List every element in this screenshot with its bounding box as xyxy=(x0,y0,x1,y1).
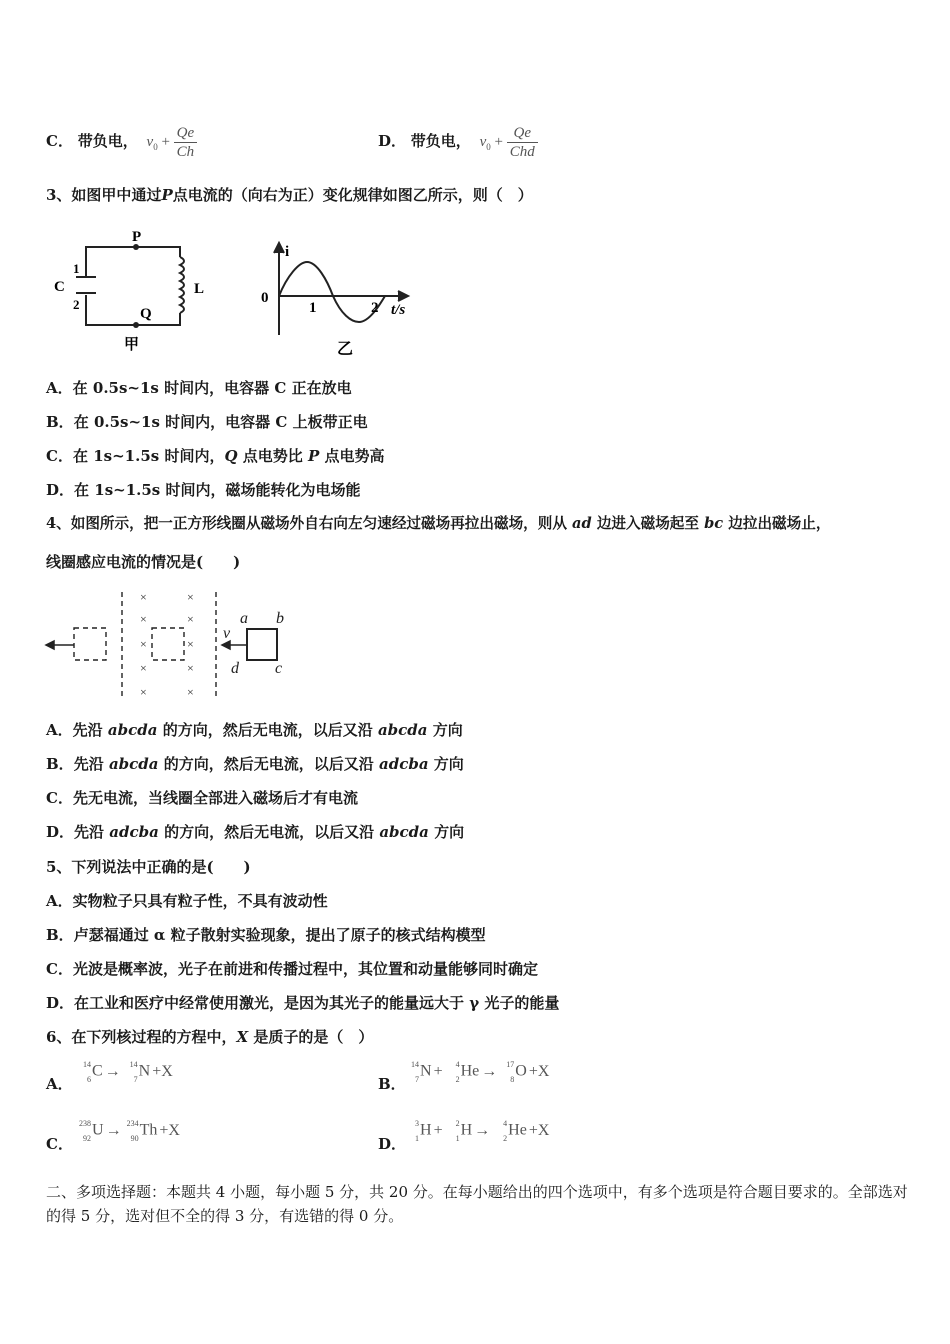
stem-text: 点电流的（向右为正）变化规律如图乙所示，则（ ） xyxy=(172,186,533,204)
arrow-left-head xyxy=(46,641,54,649)
option-text: 卢瑟福通过 α 粒子散射实验现象，提出了原子的核式结构模型 xyxy=(73,926,486,944)
q5-option-d xyxy=(46,993,559,1013)
q4-option-a xyxy=(46,720,463,740)
coil-left-outline xyxy=(74,628,106,660)
cross: × xyxy=(187,612,194,626)
q6-option-d-label: D． xyxy=(378,1135,407,1153)
q2-option-c xyxy=(46,124,197,161)
option-label: C． xyxy=(46,447,73,465)
option-var: Q xyxy=(224,447,238,465)
option-label: B． xyxy=(46,755,74,773)
option-text: 的方向，然后无电流，以后又沿 xyxy=(164,823,375,841)
q3-option-d xyxy=(46,480,361,500)
q3-stem xyxy=(46,185,533,205)
isotope-numbers xyxy=(76,1121,92,1141)
mass-number: 14 xyxy=(129,1060,138,1069)
equation-operator: → xyxy=(104,1062,121,1080)
q5-option-c xyxy=(46,959,538,979)
formula xyxy=(479,125,538,160)
i-axis-arrow xyxy=(274,243,284,253)
stem-text: 是质子的是（ ） xyxy=(253,1028,374,1046)
option-text: 方向 xyxy=(433,755,464,773)
equation-operator: → xyxy=(474,1121,491,1139)
sine-curve xyxy=(279,262,385,322)
option-text: 先无电流，当线圈全部进入磁场后才有电流 xyxy=(72,789,358,807)
atomic-number: 1 xyxy=(415,1134,419,1143)
option-text: 的方向，然后无电流，以后又沿 xyxy=(163,755,374,773)
sub-0: 0 xyxy=(486,141,491,152)
q6-option-c-label: C． xyxy=(46,1135,73,1153)
mass-number: 14 xyxy=(411,1060,419,1069)
element-symbol: N xyxy=(420,1062,432,1080)
stem-text: 边拉出磁场止， xyxy=(728,515,831,532)
element-symbol: H xyxy=(420,1121,432,1139)
cross: × xyxy=(140,637,147,651)
option-label: A． xyxy=(46,379,73,397)
option-text: C xyxy=(275,413,288,431)
stem-text: 6、在下列核过程的方程中， xyxy=(46,1028,237,1046)
mass-number: 17 xyxy=(506,1060,515,1069)
cross: × xyxy=(187,685,194,699)
option-text: 正在放电 xyxy=(291,379,352,397)
option-text: 在 xyxy=(74,481,90,499)
stem-var: ad xyxy=(572,515,592,532)
plus: + xyxy=(161,133,170,150)
option-text: 在 xyxy=(72,447,88,465)
label-d: d xyxy=(231,660,239,677)
option-var: abcda xyxy=(377,721,428,739)
equation-operator: +X xyxy=(528,1062,550,1080)
option-var: P xyxy=(308,447,320,465)
q6-equation-a xyxy=(76,1062,175,1082)
numerator: Qe xyxy=(174,124,198,143)
fraction xyxy=(507,124,538,161)
mass-number: 14 xyxy=(83,1060,91,1069)
caption-jia: 甲 xyxy=(124,337,140,353)
q4-stem-line2: 线圈感应电流的情况是( ) xyxy=(46,553,241,571)
atomic-number: 92 xyxy=(83,1134,91,1143)
label-plate-2: 2 xyxy=(73,297,80,312)
formula xyxy=(146,125,198,160)
option-text: 先沿 xyxy=(73,755,104,773)
element-symbol: U xyxy=(92,1121,104,1139)
numerator: Qe xyxy=(507,124,538,143)
q6-equation-b xyxy=(404,1062,551,1082)
q4-option-b xyxy=(46,754,464,774)
element-symbol: H xyxy=(460,1121,473,1139)
atomic-number: 1 xyxy=(455,1134,460,1143)
mass-number: 4 xyxy=(455,1060,460,1069)
equation-operator: + xyxy=(433,1121,443,1139)
label-c: c xyxy=(275,660,283,677)
atomic-number: 6 xyxy=(87,1075,91,1084)
label-l: L xyxy=(194,281,205,297)
q5-option-a xyxy=(46,891,328,911)
q5-stem: 5、下列说法中正确的是( ) xyxy=(46,858,251,876)
coil-square xyxy=(247,629,277,660)
option-text: 1s~1.5s xyxy=(94,481,161,499)
q4-stem-line1 xyxy=(46,514,830,534)
cross: × xyxy=(140,612,147,626)
option-text: 时间内， xyxy=(164,447,225,465)
element-symbol: He xyxy=(508,1121,527,1139)
q3-option-c xyxy=(46,446,385,466)
node-q xyxy=(133,322,139,328)
option-var: abcda xyxy=(108,755,159,773)
option-text: 点电势比 xyxy=(242,447,303,465)
denominator: Ch xyxy=(176,144,195,160)
var-v: v xyxy=(146,133,154,150)
caption-yi: 乙 xyxy=(337,341,354,358)
tick-2: 2 xyxy=(371,300,379,316)
q4-option-c xyxy=(46,788,358,808)
option-text: 带负电， xyxy=(410,131,471,150)
mass-number: 234 xyxy=(126,1119,139,1128)
arrow-v-head xyxy=(222,641,230,649)
q4-figure xyxy=(44,590,294,702)
equation-operator: +X xyxy=(528,1121,550,1139)
label-p: P xyxy=(132,229,142,245)
stem-var: P xyxy=(161,186,173,204)
option-text: 方向 xyxy=(432,721,463,739)
option-text: 实物粒子只具有粒子性，不具有波动性 xyxy=(72,892,328,910)
var-v: v xyxy=(479,133,487,150)
mass-number: 238 xyxy=(79,1119,91,1128)
option-text: 先沿 xyxy=(72,721,103,739)
q6-option-a-label: A． xyxy=(46,1075,73,1093)
q2-option-d xyxy=(378,124,538,161)
isotope-numbers xyxy=(404,1121,420,1141)
option-text: 0.5s~1s xyxy=(92,379,159,397)
cross: × xyxy=(187,637,194,651)
atomic-number: 2 xyxy=(503,1134,508,1143)
isotope-numbers xyxy=(124,1121,140,1141)
option-text: 方向 xyxy=(434,823,465,841)
atomic-number: 7 xyxy=(133,1075,138,1084)
sub-0: 0 xyxy=(153,141,158,152)
option-label: A． xyxy=(46,892,73,910)
label-i: i xyxy=(285,244,290,260)
option-text: 上板带正电 xyxy=(292,413,368,431)
option-text: 点电势高 xyxy=(324,447,385,465)
option-var: adcba xyxy=(378,755,429,773)
q5-option-b xyxy=(46,925,486,945)
label-origin: 0 xyxy=(261,290,269,306)
q3-option-a xyxy=(46,378,352,398)
q3-figure-circuit xyxy=(48,225,213,355)
stem-var: X xyxy=(236,1028,249,1046)
option-text: 在 xyxy=(72,379,88,397)
label-c: C xyxy=(54,279,65,295)
mass-number: 4 xyxy=(503,1119,508,1128)
q4-option-d xyxy=(46,822,464,842)
isotope-numbers xyxy=(445,1062,461,1082)
atomic-number: 8 xyxy=(510,1075,515,1084)
tick-1: 1 xyxy=(309,300,317,316)
option-text: 在 xyxy=(73,413,89,431)
q6-stem xyxy=(46,1027,373,1047)
q3-figure-graph xyxy=(255,240,425,360)
element-symbol: C xyxy=(92,1062,103,1080)
option-label: B． xyxy=(46,926,74,944)
label-q: Q xyxy=(140,306,152,322)
option-text: 时间内，电容器 xyxy=(164,379,270,397)
option-text: 先沿 xyxy=(74,823,105,841)
element-symbol: He xyxy=(460,1062,480,1080)
inductor-coil xyxy=(180,257,184,313)
equation-operator: → xyxy=(481,1062,498,1080)
q6-equation-c xyxy=(76,1121,182,1141)
isotope-numbers xyxy=(499,1062,515,1082)
option-label: D． xyxy=(378,131,407,150)
cross: × xyxy=(140,685,147,699)
option-label: C． xyxy=(46,960,73,978)
denominator: Chd xyxy=(509,144,535,160)
label-a: a xyxy=(240,610,248,627)
option-text: 1s~1.5s xyxy=(93,447,160,465)
equation-operator: + xyxy=(433,1062,443,1080)
option-label: D． xyxy=(46,481,75,499)
label-t-axis: t/s xyxy=(391,302,406,318)
equation-operator: +X xyxy=(152,1062,173,1080)
cross: × xyxy=(187,661,194,675)
coil-middle-outline xyxy=(152,628,184,660)
equation-operator: → xyxy=(105,1121,122,1139)
section-2-instructions: 二、多项选择题：本题共 4 小题，每小题 5 分，共 20 分。在每小题给出的四个选项中，有多个选项是符合题目要求的。全部选对的得 5 分，选对但不全的得 3 分，有选错的得 0 分。 xyxy=(46,1183,908,1225)
element-symbol: Th xyxy=(139,1121,158,1139)
atomic-number: 7 xyxy=(415,1075,419,1084)
isotope-numbers xyxy=(492,1121,508,1141)
stem-text: 4、如图所示，把一正方形线圈从磁场外自右向左匀速经过磁场再拉出磁场，则从 xyxy=(46,515,567,532)
option-label: D． xyxy=(46,823,75,841)
option-text: 时间内，磁场能转化为电场能 xyxy=(165,481,361,499)
option-var: adcba xyxy=(109,823,159,841)
q6-option-b-label: B． xyxy=(378,1075,406,1093)
option-var: abcda xyxy=(379,823,429,841)
fraction xyxy=(174,124,198,161)
option-label: B． xyxy=(46,413,74,431)
cross: × xyxy=(140,661,147,675)
option-label: C． xyxy=(46,789,73,807)
atomic-number: 2 xyxy=(455,1075,460,1084)
option-text: 在工业和医疗中经常使用激光，是因为其光子的能量远大于 γ 光子的能量 xyxy=(74,994,560,1012)
option-text: 的方向，然后无电流，以后又沿 xyxy=(162,721,373,739)
q6-equation-d xyxy=(404,1121,551,1141)
isotope-numbers xyxy=(76,1062,92,1082)
atomic-number: 90 xyxy=(130,1134,139,1143)
cross: × xyxy=(187,590,194,604)
option-text: 带负电， xyxy=(77,131,138,150)
option-text: C xyxy=(274,379,287,397)
cross: × xyxy=(140,590,147,604)
option-text: 时间内，电容器 xyxy=(165,413,271,431)
option-label: D． xyxy=(46,994,75,1012)
t-axis-arrow xyxy=(398,291,408,301)
label-plate-1: 1 xyxy=(73,261,80,276)
element-symbol: N xyxy=(138,1062,151,1080)
option-text: 光波是概率波，光子在前进和传播过程中，其位置和动量能够同时确定 xyxy=(72,960,538,978)
option-text: 0.5s~1s xyxy=(93,413,160,431)
label-v: v xyxy=(223,625,231,642)
plus: + xyxy=(494,133,503,150)
equation-operator: +X xyxy=(159,1121,180,1139)
isotope-numbers xyxy=(404,1062,420,1082)
stem-var: bc xyxy=(704,515,724,532)
isotope-numbers xyxy=(445,1121,461,1141)
option-var: abcda xyxy=(107,721,158,739)
option-label: A． xyxy=(46,721,73,739)
q3-option-b xyxy=(46,412,368,432)
option-label: C． xyxy=(46,131,73,150)
label-b: b xyxy=(276,610,284,627)
element-symbol: O xyxy=(515,1062,527,1080)
stem-text: 边进入磁场起至 xyxy=(596,515,699,532)
circuit-wires xyxy=(76,247,184,325)
isotope-numbers xyxy=(123,1062,139,1082)
mass-number: 3 xyxy=(415,1119,419,1128)
stem-text: 3、如图甲中通过 xyxy=(46,186,162,204)
mass-number: 2 xyxy=(455,1119,460,1128)
